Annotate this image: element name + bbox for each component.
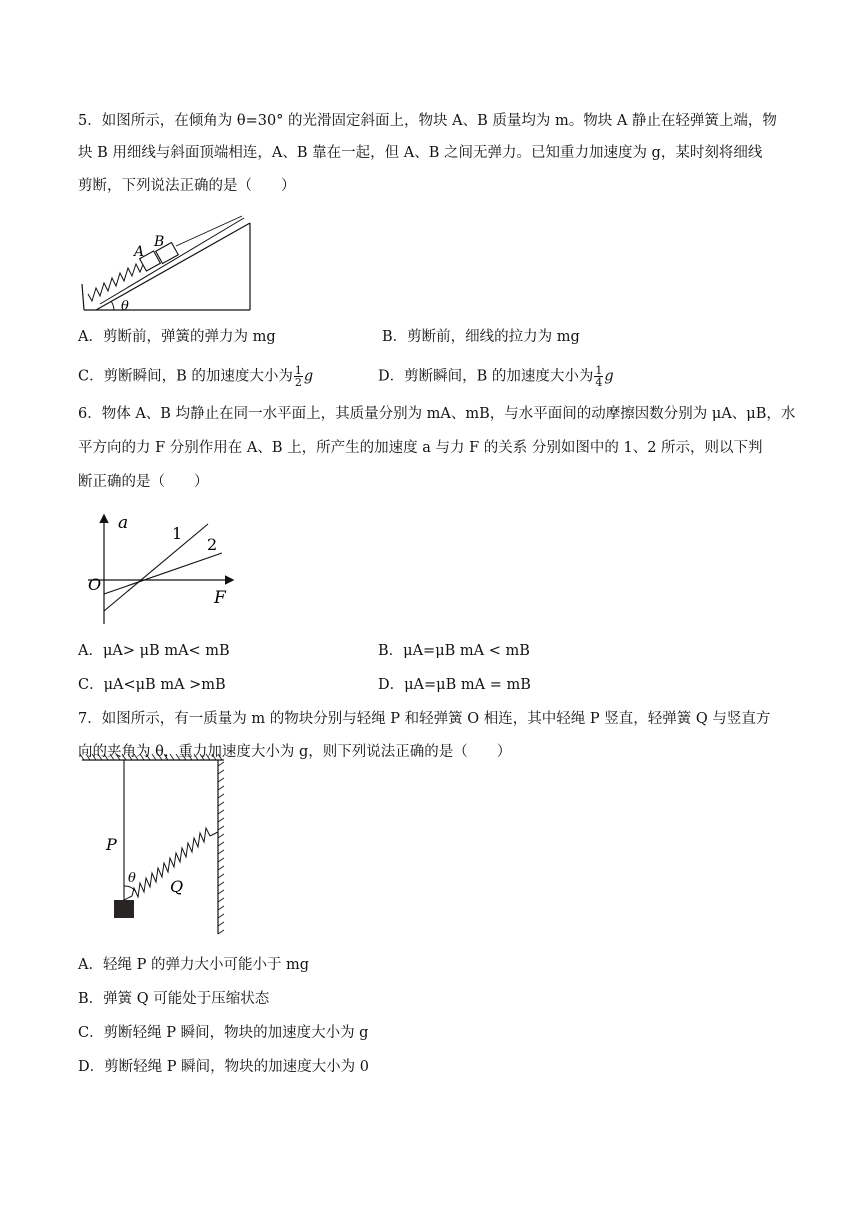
q6-option-b[interactable]: B．μA=μB mA < mB [378, 643, 530, 659]
q6-option-d[interactable]: D．μA=μB mA = mB [378, 677, 531, 693]
q5-option-c-fraction: $\frac{1}{2}$ [294, 364, 302, 389]
q5-stem-line-3: 剪断，下列说法正确的是（ ） [78, 178, 296, 194]
q6-graph-figure [84, 510, 244, 628]
q6-line-2-label: 2 [207, 535, 218, 554]
q5-option-d-fraction: $\frac{1}{4}$ [595, 364, 603, 389]
q5-label-theta: θ [121, 299, 129, 314]
q7-option-c[interactable]: C．剪断轻绳 P 瞬间，物块的加速度大小为 g [78, 1025, 369, 1041]
q5-stem-line-2: 块 B 用细线与斜面顶端相连，A、B 靠在一起，但 A、B 之间无弹力。已知重力加速度为 g，某时刻将细线 [78, 145, 763, 161]
q7-option-b[interactable]: B．弹簧 Q 可能处于压缩状态 [78, 991, 270, 1007]
q6-stem-line-3: 断正确的是（ ） [78, 474, 209, 490]
q6-line-1-label: 1 [172, 524, 183, 543]
q7-option-a[interactable]: A．轻绳 P 的弹力大小可能小于 mg [78, 957, 310, 973]
q7-rope-spring-figure [78, 752, 234, 938]
q5-option-c[interactable]: C．剪断瞬间，B 的加速度大小为 $\frac{1}{2}$ g [78, 364, 314, 389]
q5-option-d-text: D．剪断瞬间，B 的加速度大小为 [378, 368, 594, 385]
q6-option-c[interactable]: C．μA<μB mA >mB [78, 677, 226, 693]
q5-label-a: A [134, 244, 145, 260]
q6-origin-label: O [88, 575, 102, 594]
q6-axis-label-f: F [214, 588, 226, 608]
q7-label-p: P [106, 835, 117, 854]
q7-block [114, 900, 134, 918]
q6-axis-label-a: a [118, 513, 129, 533]
q7-option-d[interactable]: D．剪断轻绳 P 瞬间，物块的加速度大小为 0 [78, 1059, 369, 1075]
q7-stem-line-2: 向的夹角为 θ，重力加速度大小为 g，则下列说法正确的是（ ） [78, 744, 512, 760]
q7-label-theta: θ [128, 871, 136, 886]
q6-stem-line-1: 6．物体 A、B 均静止在同一水平面上，其质量分别为 mA、mB，与水平面间的动摩擦因数分别为 μA、μB，水 [78, 406, 796, 422]
q7-stem-line-1: 7．如图所示，有一质量为 m 的物块分别与轻绳 P 和轻弹簧 O 相连，其中轻绳 P 竖直，轻弹簧 Q 与竖直方 [78, 711, 771, 727]
q6-option-a[interactable]: A．μA> μB mA< mB [78, 643, 230, 659]
q5-incline-figure [74, 206, 264, 318]
q5-stem-line-1: 5．如图所示，在倾角为 θ=30° 的光滑固定斜面上，物块 A、B 质量均为 m。物块 A 静止在轻弹簧上端，物 [78, 113, 777, 129]
q5-option-c-text: C．剪断瞬间，B 的加速度大小为 [78, 368, 293, 385]
q7-label-q: Q [170, 877, 184, 896]
q5-option-a[interactable]: A．剪断前，弹簧的弹力为 mg [78, 329, 276, 345]
q6-stem-line-2: 平方向的力 F 分别作用在 A、B 上，所产生的加速度 a 与力 F 的关系 分别如图中的 1、2 所示，则以下判 [78, 440, 763, 456]
q5-option-d[interactable]: D．剪断瞬间，B 的加速度大小为 $\frac{1}{4}$ g [378, 364, 614, 389]
q5-option-b[interactable]: B．剪断前，细线的拉力为 mg [382, 329, 580, 345]
q5-label-b: B [154, 234, 165, 250]
